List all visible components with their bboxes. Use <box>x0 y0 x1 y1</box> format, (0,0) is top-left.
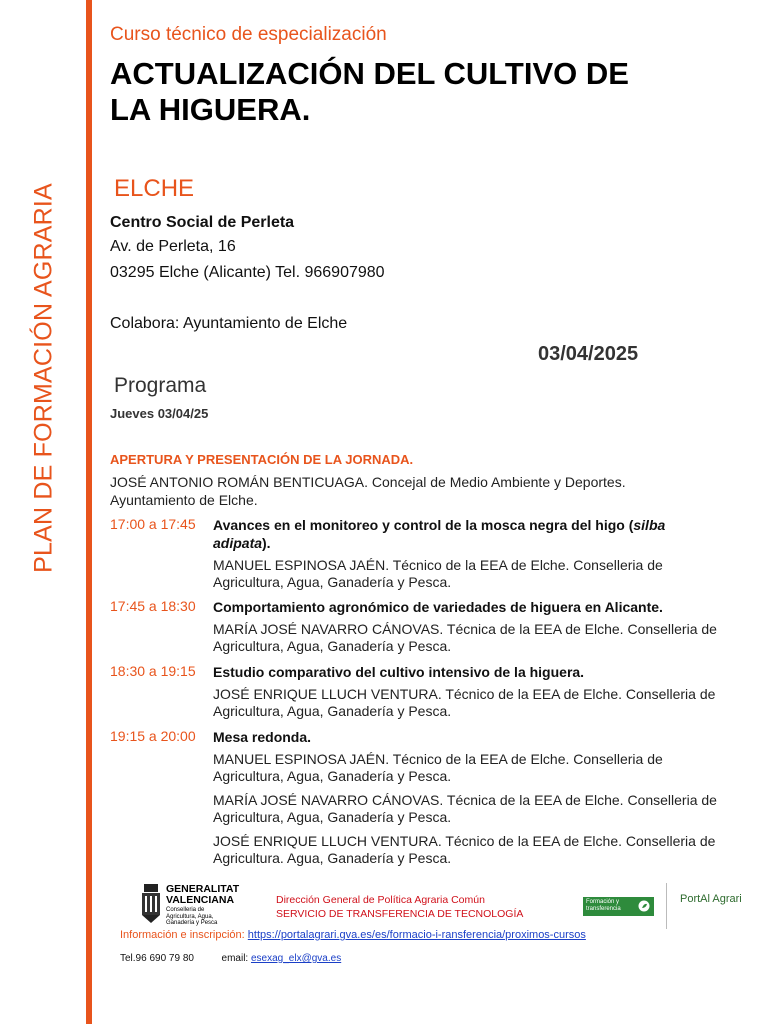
opening-description: JOSÉ ANTONIO ROMÁN BENTICUAGA. Concejal de Medio Ambiente y Deportes. Ayuntamiento de Elche. <box>110 474 626 508</box>
session-title <box>213 516 723 552</box>
formacion-badge <box>583 897 654 916</box>
contact-line <box>120 953 341 964</box>
session-time: 18:30 a 19:15 <box>110 663 196 679</box>
session-1-speaker-1: MANUEL ESPINOSA JAÉN. Técnico de la EEA de Elche. Conselleria de Agricultura, Agua, Ganadería y Pesca. <box>213 557 663 590</box>
venue-address-city: 03295 Elche (Alicante) Tel. 966907980 <box>110 264 385 281</box>
side-accent-bar <box>86 0 92 1024</box>
venue-name: Centro Social de Perleta <box>110 214 295 231</box>
email-label: email: <box>221 953 249 964</box>
gv-emblem-icon <box>140 884 162 924</box>
course-title <box>110 56 730 128</box>
session-title: Mesa redonda. <box>213 729 312 745</box>
venue-address: Av. de Perleta, 16 <box>110 238 236 255</box>
info-line <box>120 929 586 941</box>
city-name: ELCHE <box>114 175 195 202</box>
gv-name-1: GENERALITAT <box>166 883 240 895</box>
session-title-italic: silba adipata <box>213 517 666 551</box>
session-title: Comportamiento agronómico de variedades de higuera en Alicante. <box>213 599 663 615</box>
session-title: Estudio comparativo del cultivo intensivo de la higuera. <box>213 664 585 680</box>
session-title-end: ). <box>262 535 271 551</box>
title-line-2: LA HIGUERA. <box>110 92 311 127</box>
course-date: 03/04/2025 <box>538 343 639 365</box>
portalagrari-logo: PortAl Agrari <box>680 893 742 905</box>
badge-text: Formación y transferencia <box>586 899 621 912</box>
session-time: 17:45 a 18:30 <box>110 598 196 614</box>
session-3-speaker-1: JOSÉ ENRIQUE LLUCH VENTURA. Técnico de la EEA de Elche. Conselleria de Agricultura, Agua, Ganadería y Pesca. <box>213 686 716 719</box>
session-time: 17:00 a 17:45 <box>110 516 196 532</box>
gv-name-2: VALENCIANA <box>166 894 235 906</box>
footer-divider <box>666 883 667 929</box>
sidebar-plan-label: PLAN DE FORMACIÓN AGRARIA <box>29 183 58 573</box>
opening-title: APERTURA Y PRESENTACIÓN DE LA JORNADA. <box>110 452 414 467</box>
session-2-speaker-1: MARÍA JOSÉ NAVARRO CÁNOVAS. Técnica de la EEA de Elche. Conselleria de Agricultura, Agua, Ganadería y Pesca. <box>213 621 717 654</box>
directorate-line-2: SERVICIO DE TRANSFERENCIA DE TECNOLOGÍA <box>276 908 524 920</box>
contact-phone: Tel.96 690 79 80 <box>120 953 194 964</box>
program-day: Jueves 03/04/25 <box>110 406 209 421</box>
directorate <box>276 893 523 921</box>
directorate-line-1: Dirección General de Política Agraria Común <box>276 894 485 906</box>
session-4-speaker-1: MANUEL ESPINOSA JAÉN. Técnico de la EEA de Elche. Conselleria de Agricultura, Agua, Ganadería y Pesca. <box>213 751 663 784</box>
info-label: Información e inscripción: <box>120 929 245 941</box>
course-subtitle: Curso técnico de especialización <box>110 24 387 45</box>
info-link[interactable]: https://portalagrari.gva.es/es/formacio-i-ransferencia/proximos-cursos <box>247 929 586 941</box>
program-heading: Programa <box>114 374 207 397</box>
title-line-1: ACTUALIZACIÓN DEL CULTIVO DE <box>110 56 629 91</box>
session-time: 19:15 a 20:00 <box>110 728 196 744</box>
email-link[interactable]: esexag_elx@gva.es <box>250 953 342 964</box>
session-title-text: Avances en el monitoreo y control de la mosca negra del higo ( <box>213 517 634 533</box>
generalitat-logo <box>140 882 255 928</box>
session-4-speaker-3: JOSÉ ENRIQUE LLUCH VENTURA. Técnico de la EEA de Elche. Conselleria de Agricultura. Agua, Ganadería y Pesca. <box>213 833 716 866</box>
session-4-speaker-2: MARÍA JOSÉ NAVARRO CÁNOVAS. Técnica de la EEA de Elche. Conselleria de Agricultura, Agua, Ganadería y Pesca. <box>213 792 717 825</box>
gv-conselleria: Conselleria de Agricultura, Agua, Ganadería y Pesca <box>166 907 218 926</box>
gv-name <box>166 884 239 906</box>
leaf-icon <box>638 900 650 912</box>
collaborator: Colabora: Ayuntamiento de Elche <box>110 315 348 332</box>
